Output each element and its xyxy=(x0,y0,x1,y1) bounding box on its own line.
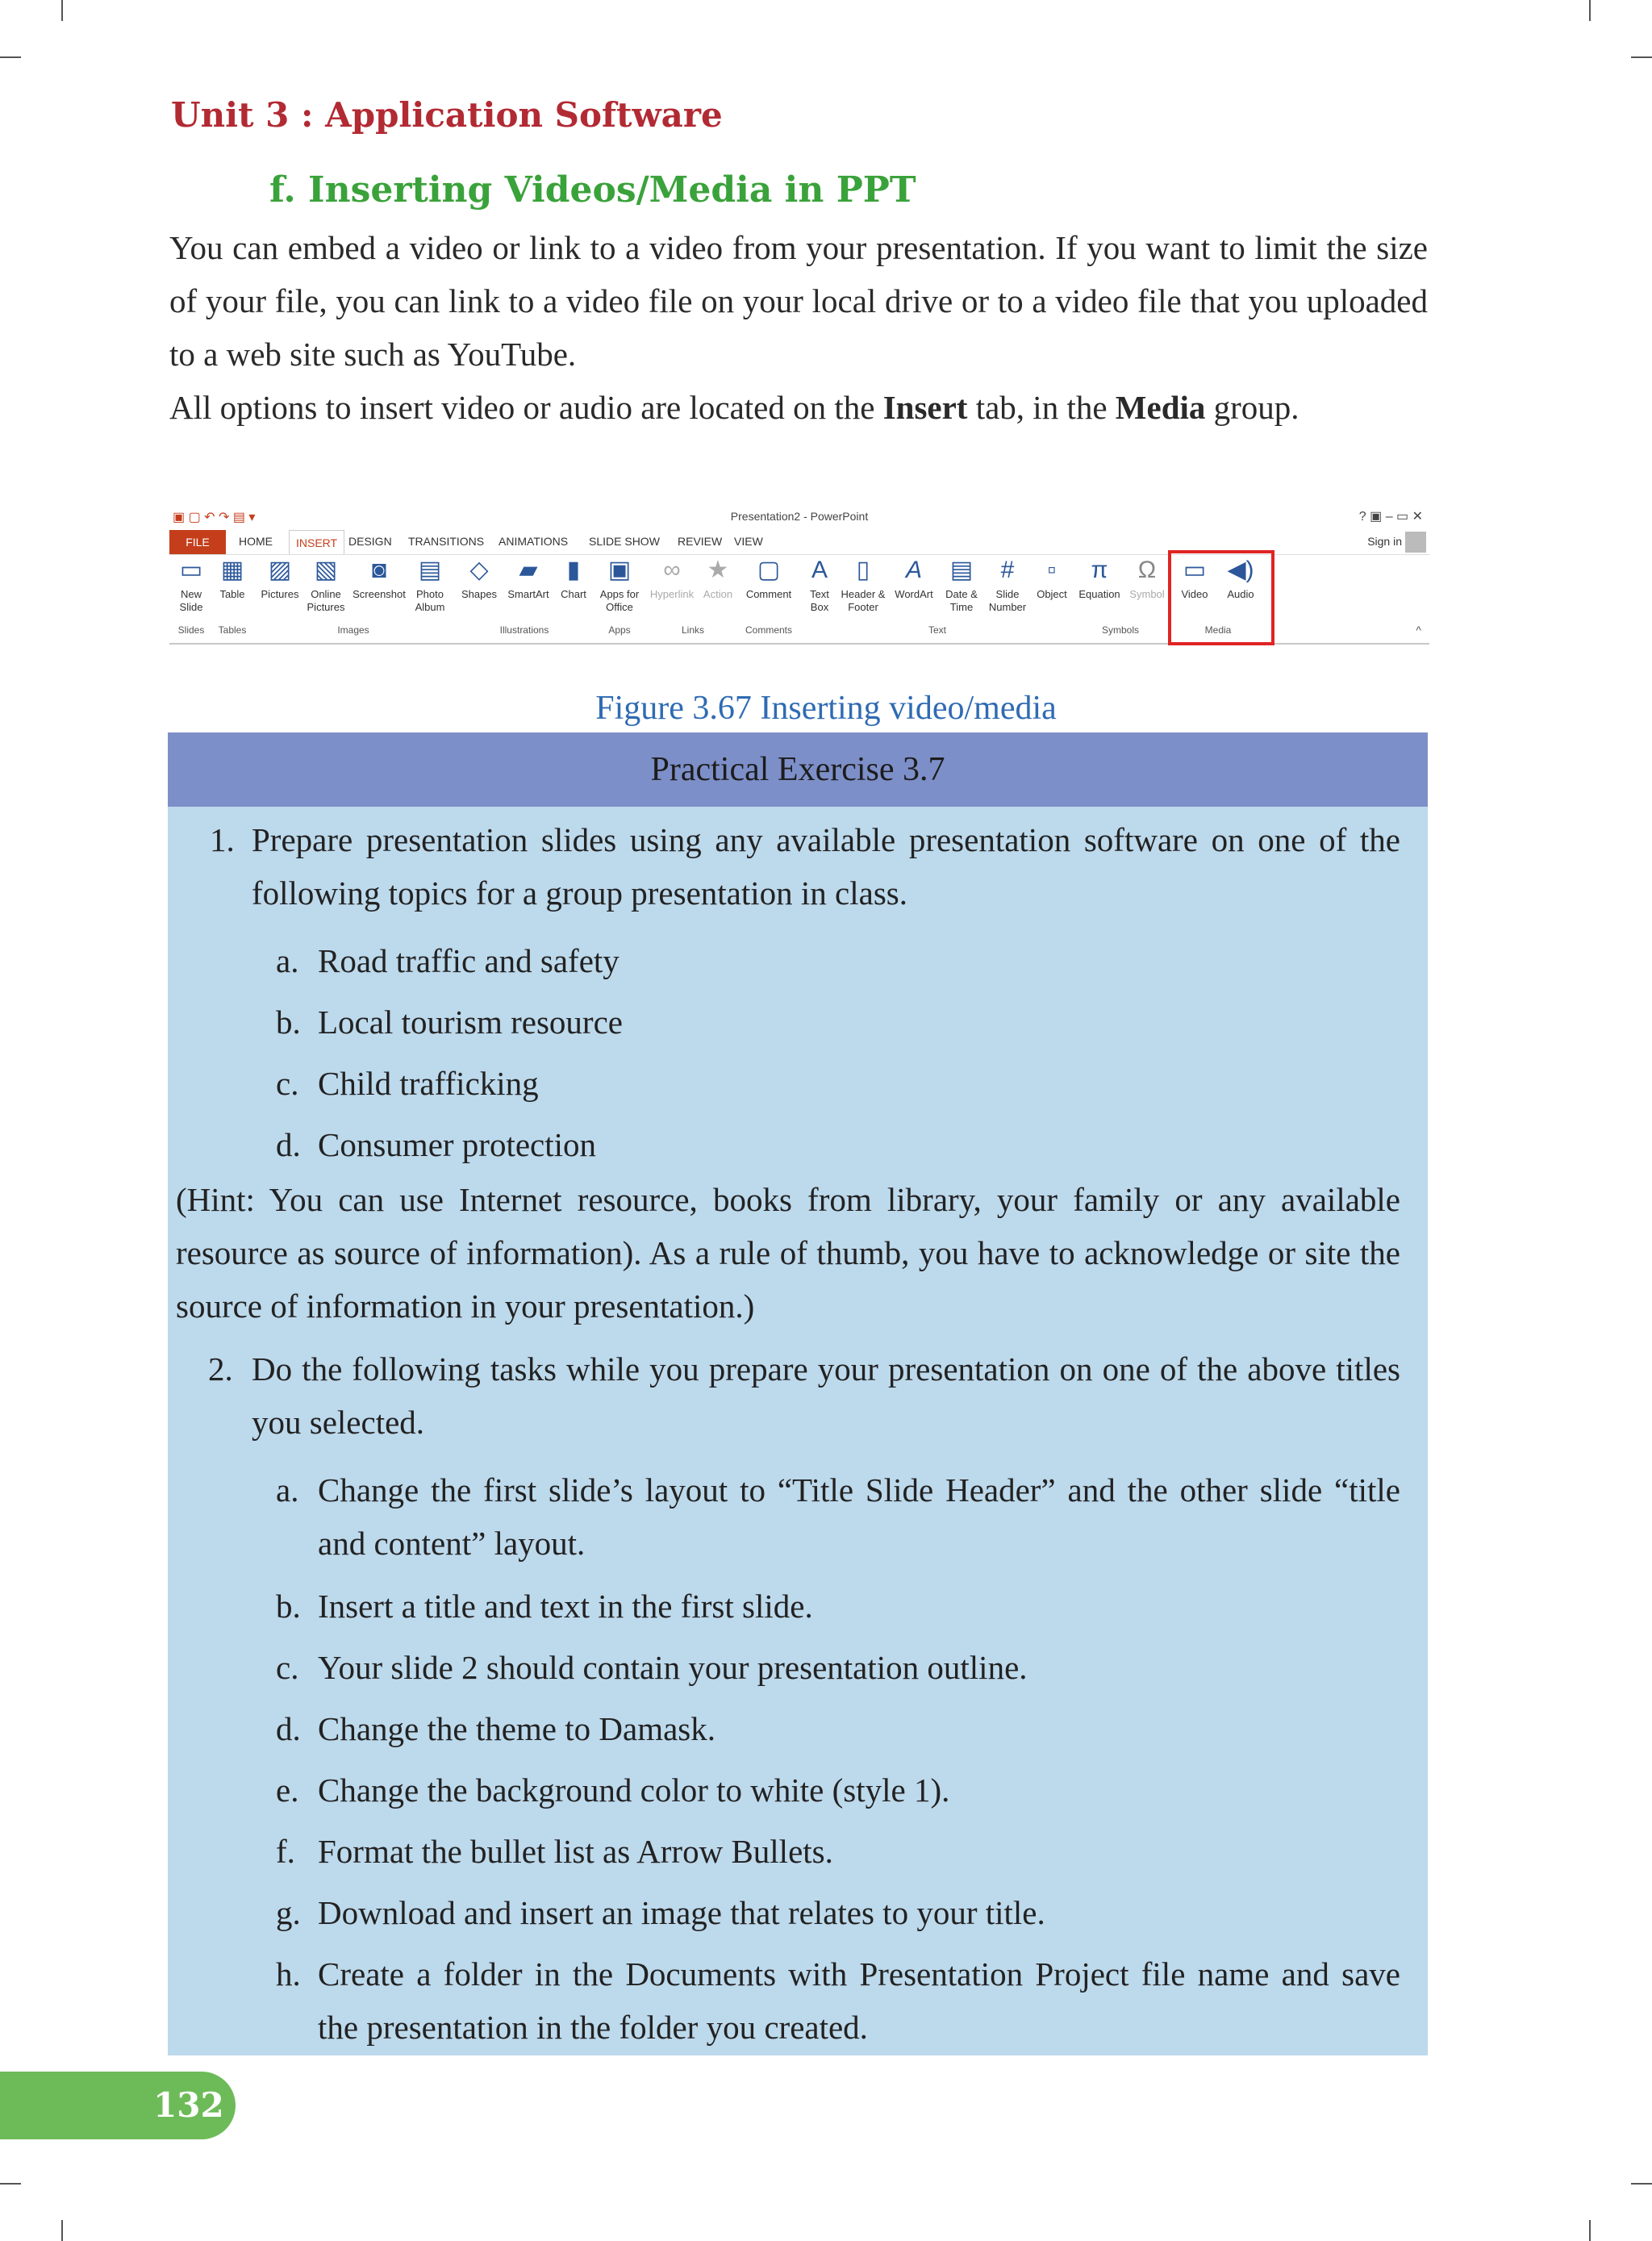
task-letter: f. xyxy=(276,1833,295,1870)
equation-icon: π xyxy=(1091,557,1108,583)
group-comments: Comments xyxy=(745,624,792,636)
task-item: Create a folder in the Documents with Presentation Project file name and save the presentation in the folder you created. xyxy=(318,1955,1400,2046)
text-box-icon: A xyxy=(811,557,828,583)
group-media: Media xyxy=(1204,624,1232,636)
audio-icon: ◀) xyxy=(1227,557,1254,583)
quick-access-toolbar[interactable]: ▣ ▢ ↶ ↷ ▤ ▾ xyxy=(173,511,256,524)
chart-button[interactable]: ▮ Chart xyxy=(555,556,592,601)
smartart-icon: ▰ xyxy=(519,557,538,583)
slide-number-button[interactable]: # Slide Number xyxy=(988,557,1027,613)
tab-transitions[interactable]: TRANSITIONS xyxy=(408,535,485,548)
task-letter: a. xyxy=(276,1471,299,1509)
item-number: 1. xyxy=(210,821,235,858)
task-item: Change the background color to white (style 1). xyxy=(318,1772,950,1809)
topic-letter: a. xyxy=(276,942,299,979)
smartart-button[interactable]: ▰ SmartArt xyxy=(507,557,549,600)
insert-tab-term: Insert xyxy=(882,389,968,426)
group-images: Images xyxy=(337,624,369,636)
photo-album-button[interactable]: ▤ Photo Album xyxy=(415,557,445,613)
topic-item: Child trafficking xyxy=(318,1065,539,1102)
window-controls[interactable]: ? ▣ – ▭ ✕ xyxy=(1358,510,1423,524)
topic-item: Road traffic and safety xyxy=(318,942,620,979)
video-icon: ▭ xyxy=(1183,557,1207,583)
symbol-button[interactable]: Ω Symbol xyxy=(1129,557,1165,600)
topic-letter: d. xyxy=(276,1126,301,1163)
item-number: 2. xyxy=(208,1350,233,1388)
page-number: 132 xyxy=(0,2072,236,2139)
crop-mark xyxy=(61,0,63,21)
practical-exercise-box xyxy=(168,732,1428,2055)
tab-home[interactable]: HOME xyxy=(239,535,273,548)
task-letter: b. xyxy=(276,1588,301,1625)
topic-item: Consumer protection xyxy=(318,1126,597,1163)
apps-for-office-button[interactable]: ▣ Apps for Office xyxy=(599,557,640,613)
object-icon: ▫ xyxy=(1047,557,1057,583)
pictures-button[interactable]: ▨ Pictures xyxy=(261,557,299,600)
new-slide-button[interactable]: ▭ New Slide xyxy=(173,556,210,614)
exercise-item-2: Do the following tasks while you prepare your presentation on one of the above titles you selected. xyxy=(252,1350,1400,1441)
date-time-icon: ▤ xyxy=(949,557,974,583)
table-icon: ▦ xyxy=(220,557,244,583)
exercise-title: Practical Exercise 3.7 xyxy=(168,732,1428,807)
table-button[interactable]: ▦ Table xyxy=(215,556,250,601)
action-icon: ★ xyxy=(707,557,729,583)
online-pictures-button[interactable]: ▧ Online Pictures xyxy=(307,557,345,613)
photo-album-icon: ▤ xyxy=(418,557,442,583)
header-footer-button[interactable]: ▯ Header & Footer xyxy=(841,557,886,613)
topic-letter: b. xyxy=(276,1004,301,1041)
object-button[interactable]: ▫ Object xyxy=(1037,557,1067,600)
apps-icon: ▣ xyxy=(607,557,632,583)
group-links: Links xyxy=(681,624,704,636)
group-text: Text xyxy=(928,624,946,636)
tab-animations[interactable]: ANIMATIONS xyxy=(499,535,569,548)
crop-mark xyxy=(1631,2183,1652,2185)
screenshot-button[interactable]: ◙ Screenshot xyxy=(353,557,406,600)
exercise-item-1: Prepare presentation slides using any available presentation software on one of the following topics for a group presentation in class. xyxy=(252,821,1400,912)
section-heading: f. Inserting Videos/Media in PPT xyxy=(269,169,916,211)
group-slides: Slides xyxy=(177,624,205,636)
shapes-icon: ◇ xyxy=(469,557,489,583)
symbol-icon: Ω xyxy=(1137,557,1157,583)
task-item: Download and insert an image that relates to your title. xyxy=(318,1894,1045,1931)
task-item: Insert a title and text in the first slide. xyxy=(318,1588,813,1625)
text-box-button[interactable]: A Text Box xyxy=(802,556,837,614)
shapes-button[interactable]: ◇ Shapes xyxy=(461,557,498,600)
powerpoint-ribbon-figure xyxy=(169,506,1429,645)
wordart-icon: A xyxy=(905,557,922,583)
screenshot-icon: ◙ xyxy=(371,557,387,583)
crop-mark xyxy=(0,2183,21,2185)
task-letter: c. xyxy=(276,1649,299,1686)
audio-button[interactable]: ◀) Audio xyxy=(1218,556,1263,601)
wordart-button[interactable]: A WordArt xyxy=(895,557,933,600)
window-title-bar xyxy=(169,506,1429,528)
comment-icon: ▢ xyxy=(757,557,781,583)
online-pictures-icon: ▧ xyxy=(314,557,338,583)
sign-in-link[interactable]: Sign in xyxy=(1367,535,1402,548)
crop-mark xyxy=(61,2220,63,2241)
figure-caption: Figure 3.67 Inserting video/media xyxy=(595,690,1057,727)
pictures-icon: ▨ xyxy=(268,557,292,583)
crop-mark xyxy=(1589,0,1591,21)
media-group-term: Media xyxy=(1115,389,1206,426)
tab-view[interactable]: VIEW xyxy=(734,535,763,548)
task-letter: h. xyxy=(276,1955,301,1993)
task-letter: d. xyxy=(276,1710,301,1747)
task-item: Change the theme to Damask. xyxy=(318,1710,716,1747)
hyperlink-icon: ∞ xyxy=(663,557,681,583)
comment-button[interactable]: ▢ Comment xyxy=(745,557,792,600)
task-letter: g. xyxy=(276,1894,301,1931)
task-letter: e. xyxy=(276,1772,299,1809)
slide-number-icon: # xyxy=(1000,557,1015,583)
insert-tab-paragraph: All options to insert video or audio are located on the Insert tab, in the Media group. xyxy=(169,389,1299,426)
collapse-ribbon-icon[interactable]: ^ xyxy=(1416,624,1421,636)
group-apps: Apps xyxy=(608,624,631,636)
topic-letter: c. xyxy=(276,1065,299,1102)
task-item: Change the first slide’s layout to “Title Slide Header” and the other slide “title and content” layout. xyxy=(318,1471,1400,1562)
intro-paragraph: You can embed a video or link to a video from your presentation. If you want to limit the size of your file, you can link to a video file on your local drive or to a video file that you uploaded to a web site such as YouTube. xyxy=(169,229,1428,373)
group-tables: Tables xyxy=(218,624,247,636)
window-title: Presentation2 - PowerPoint xyxy=(730,510,869,523)
task-item: Your slide 2 should contain your presentation outline. xyxy=(318,1649,1028,1686)
tab-design[interactable]: DESIGN xyxy=(348,535,392,548)
action-button[interactable]: ★ Action xyxy=(703,557,733,600)
user-avatar-icon xyxy=(1405,532,1426,553)
topic-item: Local tourism resource xyxy=(318,1004,623,1041)
equation-button[interactable]: π Equation xyxy=(1078,557,1120,600)
date-time-button[interactable]: ▤ Date & Time xyxy=(945,557,978,613)
tab-insert[interactable]: INSERT xyxy=(289,530,344,554)
group-illustrations: Illustrations xyxy=(499,624,549,636)
tab-review[interactable]: REVIEW xyxy=(678,535,723,548)
new-slide-icon: ▭ xyxy=(179,557,203,583)
group-symbols: Symbols xyxy=(1101,624,1139,636)
crop-mark xyxy=(1631,56,1652,58)
unit-header: Unit 3 : Application Software xyxy=(171,95,723,135)
header-footer-icon: ▯ xyxy=(856,557,870,583)
video-button[interactable]: ▭ Video xyxy=(1173,556,1216,601)
hint-paragraph: (Hint: You can use Internet resource, books from library, your family or any available resource as source of information). As a rule of thumb, you have to acknowledge or site the source of information in your presentation.) xyxy=(176,1181,1400,1325)
chart-icon: ▮ xyxy=(566,557,581,583)
task-item: Format the bullet list as Arrow Bullets. xyxy=(318,1833,833,1870)
hyperlink-button[interactable]: ∞ Hyperlink xyxy=(649,557,695,600)
crop-mark xyxy=(1589,2220,1591,2241)
crop-mark xyxy=(0,56,21,58)
tab-slide-show[interactable]: SLIDE SHOW xyxy=(589,535,660,548)
tab-file[interactable]: FILE xyxy=(169,530,226,554)
